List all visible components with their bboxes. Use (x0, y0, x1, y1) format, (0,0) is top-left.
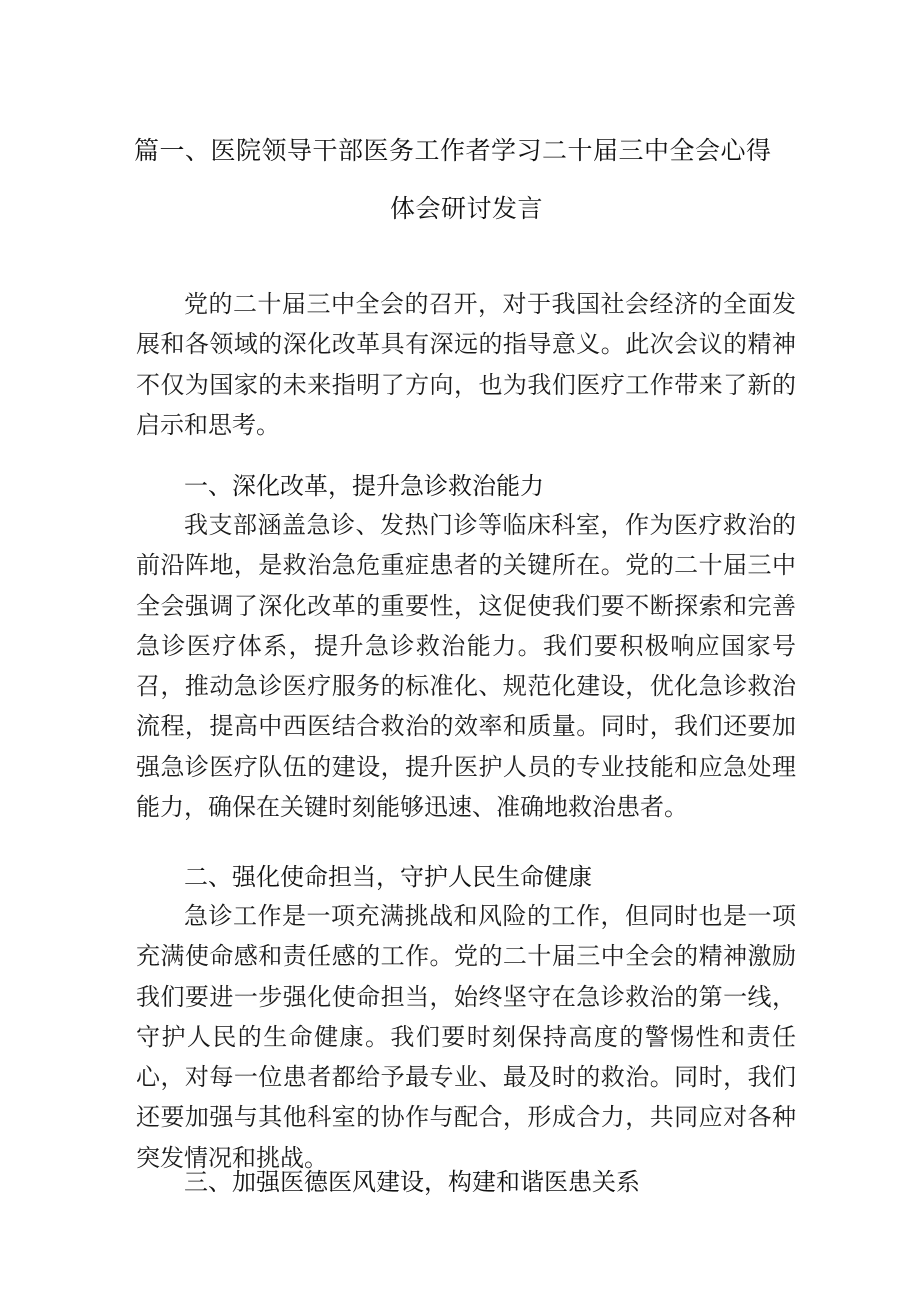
section-paragraph-2: 急诊工作是一项充满挑战和风险的工作，但同时也是一项充满使命感和责任感的工作。党的二十届三中全会的精神激励我们要进一步强化使命担当，始终坚守在急诊救治的第一线，守护人民的生命健康。我们要时刻保持高度的警惕性和责任心，对每一位患者都给予最专业、最及时的救治。同时，我们还要加强与其他科室的协作与配合，形成合力，共同应对各种突发情况和挑战。 (136, 902, 796, 1172)
document-title-line-2: 体会研讨发言 (390, 194, 544, 223)
section-heading-3: 三、加强医德医风建设，构建和谐医患关系 (184, 1168, 640, 1196)
section-paragraph-1: 我支部涵盖急诊、发热门诊等临床科室，作为医疗救治的前沿阵地，是救治急危重症患者的关键所在。党的二十届三中全会强调了深化改革的重要性，这促使我们要不断探索和完善急诊医疗体系，提升急诊救治能力。我们要积极响应国家号召，推动急诊医疗服务的标准化、规范化建设，优化急诊救治流程，提高中西医结合救治的效率和质量。同时，我们还要加强急诊医疗队伍的建设，提升医护人员的专业技能和应急处理能力，确保在关键时刻能够迅速、准确地救治患者。 (136, 511, 796, 822)
section-heading-2: 二、强化使命担当，守护人民生命健康 (184, 863, 592, 891)
section-heading-1: 一、深化改革，提升急诊救治能力 (184, 472, 544, 500)
intro-paragraph: 党的二十届三中全会的召开，对于我国社会经济的全面发展和各领域的深化改革具有深远的指导意义。此次会议的精神不仅为国家的未来指明了方向，也为我们医疗工作带来了新的启示和思考。 (136, 290, 796, 439)
document-title-line-1: 篇一、医院领导干部医务工作者学习二十届三中全会心得 (134, 136, 772, 165)
